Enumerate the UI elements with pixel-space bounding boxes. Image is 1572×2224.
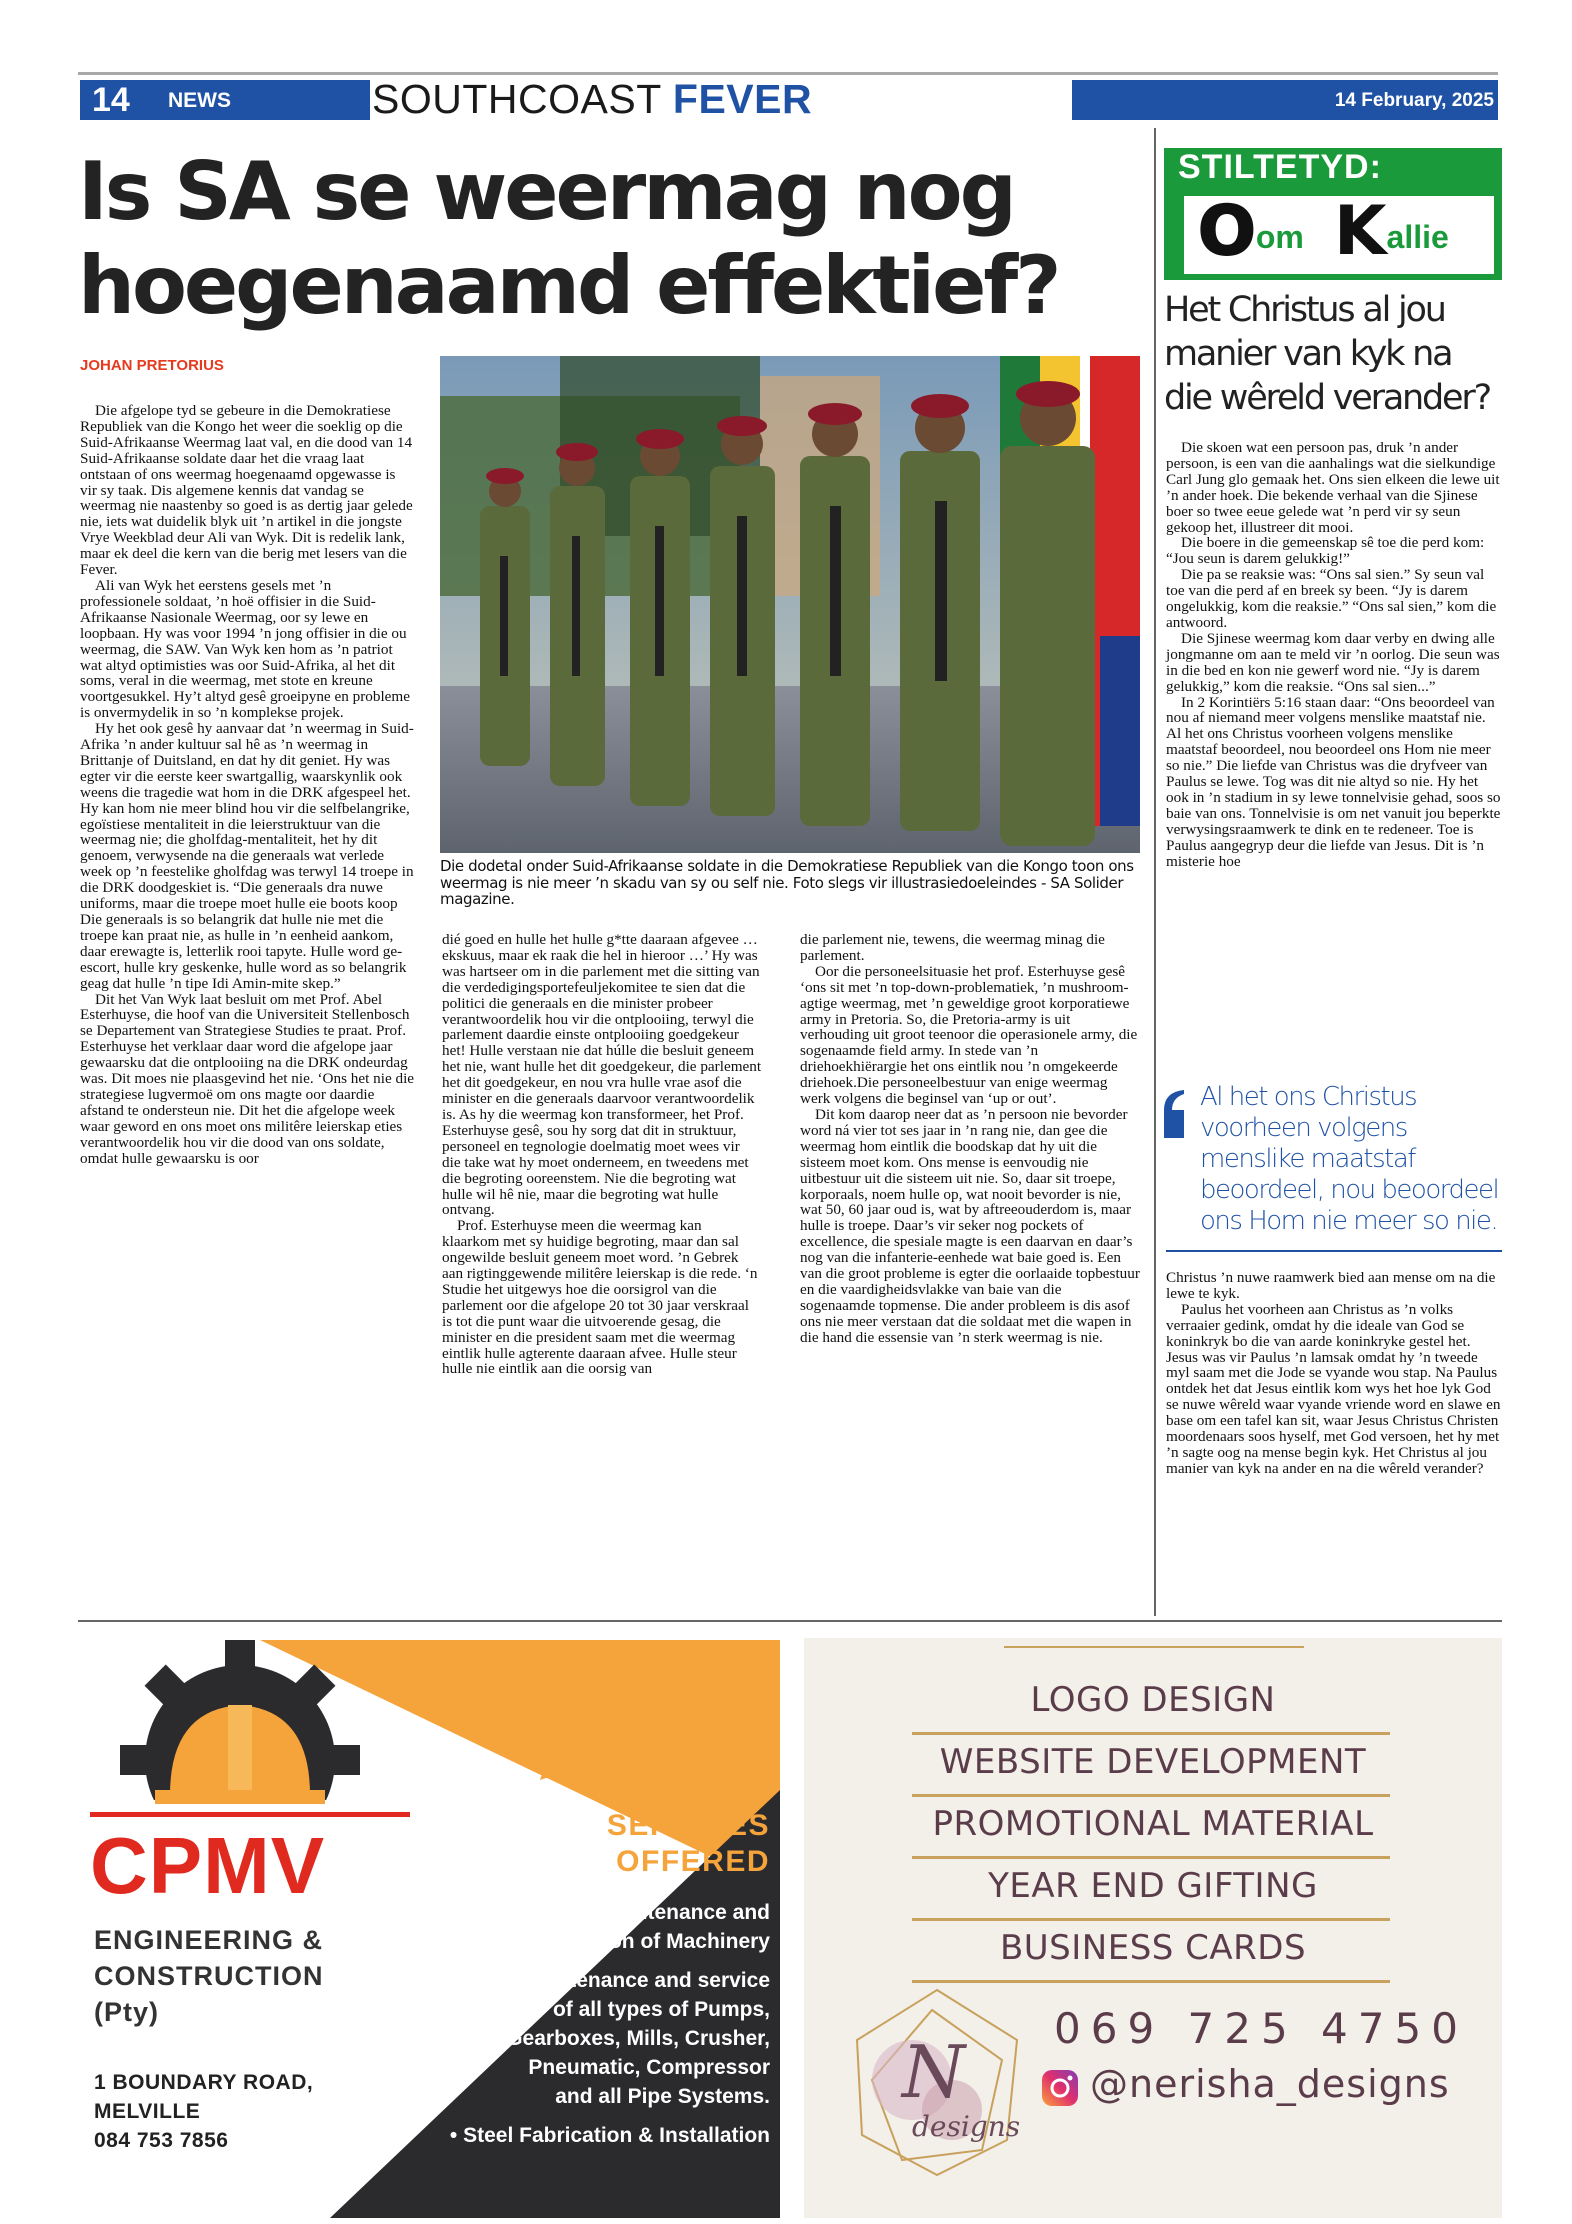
service-line: YEAR END GIFTING: [988, 1866, 1318, 1906]
author-initial-o: O: [1198, 192, 1256, 271]
paragraph: Die boere in die gemeenskap sê toe die perd kom: “Jou seun is darem gelukkig!”: [1166, 534, 1485, 568]
pull-quote-rule: [1166, 1250, 1502, 1252]
soldiers-photo: [440, 356, 1140, 853]
cpmv-subtitle: (Pty): [94, 1997, 159, 2027]
cpmv-address: 1 BOUNDARY ROAD,: [94, 2071, 314, 2094]
divider: [1004, 1646, 1304, 1648]
paragraph: Die Sjinese weermag kom daar verby en dwing alle jongmanne om aan te meld vir ’n oorlog. Die seun was in die bed en kon nie gewerf word nie. “Jy is darem gelukkig,” kom die reaksie. “Ons sal sien...”: [1166, 629, 1500, 695]
ndesigns-phone: 069 725 4750: [1054, 2004, 1468, 2053]
instagram-icon: [1040, 2068, 1080, 2108]
column-label: STILTETYD:: [1178, 148, 1382, 186]
service-item: • Steel Fabrication & Installation: [449, 2124, 770, 2147]
cpmv-subtitle: CONSTRUCTION: [94, 1961, 324, 1991]
column-author-badge: [1184, 192, 1494, 274]
paragraph: Die skoen wat een persoon pas, druk ’n ander persoon, is een van die aanhalings wat die sielkundige Carl Jung glo gemaak het. Ons sien elkeen die lewe uit ’n ander hoek. Die bekende verhaal van die Sjinese boer so twee eeue gelede wat ’n perd vir sy seun gekoop het, illustreer dit mooi.: [1166, 439, 1500, 536]
cpmv-address: MELVILLE: [94, 2100, 201, 2123]
paragraph: Die afgelope tyd se gebeure in die Demokratiese Republiek van die Kongo het weer die soeklig op die Suid-Afrikaanse Weermag laat val, en die dood van 14 Suid-Afrikaanse soldate daar het die vraag laat ontstaan of ons weermag hoegenaamd opgewasse is vir sy taak. Dis algemene kennis dat vandag se weermag nie naastenby so goed is as dertig jaar gelede nie, iets wat duidelik blyk uit ’n artikel in die jongste Vrye Weekblad deur Ali van Wyk. Dit is redelik lank, maar ek deel die kern van die berig met lesers van die Fever.: [80, 402, 413, 579]
paragraph: In 2 Korintiërs 5:16 staan daar: “Ons beoordeel van nou af niemand meer volgens menslike maatstaf nie. Al het ons Christus voorheen volgens menslike maatstaf beoordeel, nou beoordeel ons Hom nie meer so nie.” Die liefde van Christus was die dryfveer van Paulus se lewe. Tog was dit nie altyd so nie. Hy het ook in ’n stadium in sy lewe tonnelvisie gehad, soos so baie van ons. Tonnelvisie is om net vanuit jou beperkte verwysingsraamwerk te dink en te redeneer. Toe is Paulus aangegryp deur die liefde van Jesus. Dit is ’n misterie hoe: [1166, 693, 1501, 870]
paragraph: Ali van Wyk het eerstens gesels met ’n professionele soldaat, ’n hoë offisier in die Suid-Afrikaanse Nasionale Weermag, oor sy lewe en loopbaan. Hy was voor 1994 ’n jong offisier in die ou weermag, die SAW. Van Wyk ken hom as ’n patriot wat altyd optimisties was oor Suid-Afrika, al het dit soms, veral in die weermag, met stote en kreune voortgesukkel. Hy’t altyd gesê groeipyne en probleme is onvermydelik in so ’n komplekse projek.: [80, 576, 410, 722]
article-column-3: [800, 932, 1140, 1346]
article-column-1: [80, 403, 415, 1167]
ndesigns-logo: N designs: [842, 1980, 1032, 2180]
services-title: SERVICES: [606, 1809, 770, 1842]
service-line: LOGO DESIGN: [1030, 1680, 1276, 1720]
ndesigns-advert: [804, 1638, 1502, 2218]
divider: [912, 1794, 1390, 1797]
quote-mark-icon: [1164, 1090, 1186, 1138]
author-om: om: [1255, 219, 1304, 255]
masthead: [372, 74, 812, 124]
cpmv-brand: CPMV: [90, 1821, 326, 1910]
paragraph: Hy het ook gesê hy aanvaar dat ’n weermag in Suid-Afrika ’n ander kultuur sal hê as ’n weermag in Brittanje of Duitsland, en dat hy dit geniet. Hy was egter vir die eerste keer swartgallig, waarskynlik ook weens die tragedie wat hom in die DRK afgespeel het. Hy kan hom nie meer blind hou vir die selfbelangrike, egoïstiese mentaliteit in die leierstruktuur van die weermag nie; die gholfdag-mentaliteit, het hy dit genoem, verwysende na die generaals wat verlede week op ’n feestelike gholfdag was terwyl 14 troepe in die DRK doodgeskiet is. “Die generaals dra nuwe uniforms, maar die troepe moet hulle eie boots koop Die generaals is so belangrik dat hulle nie met die troepe kan praat nie, as hulle in ’n eenheid aankom, daar erewagte is, letterlik rooi tapyte. Hulle word ge-escort, hulle kry geskenke, hulle word as so belangrik geag dat hulle ’n tipe Idi Amin-mite skep.”: [80, 720, 414, 992]
pull-quote: Al het ons Christus voorheen volgens menslike maatstaf beoordeel, nou beoordeel ons Hom nie meer so nie.: [1200, 1082, 1499, 1236]
article-headline: Is SA se weermag nog hoegenaamd effektief?: [78, 145, 1059, 332]
article-column-2: [442, 932, 762, 1377]
author-initial-k: K: [1333, 192, 1387, 271]
paragraph: Christus ’n nuwe raamwerk bied aan mense om na die lewe te kyk.: [1166, 1269, 1496, 1302]
paragraph: Dit kom daarop neer dat as ’n persoon nie bevorder word ná vier tot ses jaar in ’n rang nie, dan gee die weermag hom eintlik die boodskap dat hy uit die sisteem moet kom. Ons mense is eenvoudig nie uitbestuur uit die sisteem uit nie. So, daar sit troepe, korporaals, noem hulle op, wat nooit bevorder is nie, wat 50, 60 jaar oud is, wat by aftreeouderdom is, maar hulle is troepe. Daar’s vir seker nog pockets of excellence, die spesiale magte is een daarvan en daar’s nog van die infanterie-eenhede wat baie goed is. Een van die groot probleme is egter die oorlaaide topbestuur en die vaardigheidsvlakke van baie van die sogenaamde topmense. Die ander probleem is dis asof ons nie meer verstaan dat die soldaat met die wapen in die hand die essensie van ’n sterk weermag is nie.: [800, 1105, 1140, 1346]
section-label: NEWS: [168, 89, 231, 112]
column-body: [1166, 440, 1502, 869]
author-allie: allie: [1386, 219, 1449, 255]
issue-date: 14 February, 2025: [1334, 90, 1494, 111]
masthead-light: SOUTHCOAST: [372, 76, 661, 122]
paragraph: Prof. Esterhuyse meen die weermag kan klaarkom met sy huidige begroting, maar dan sal ongewilde besluit geneem moet word. ’n Gebrek aan rigtinggewende militêre leierskap is die rede. ‘n Studie het uitgewys hoe die oorsigrol van die parlement oor die afgelope 20 tot 30 jaar verskraal is tot die punt waar die uitvoerende gesag, die minister en die president saam met die weermag eintlik hulle agterente daaraan afvee. Hulle steur hulle nie eintlik aan die oorsig van: [442, 1217, 758, 1378]
divider: [912, 1856, 1390, 1859]
paragraph: Die pa se reaksie was: “Ons sal sien.” Sy seun val toe van die perd af en breek sy been. “Jy is darem ongelukkig, kom die reaksie.” “Ons sal sien,” kom die antwoord.: [1166, 566, 1497, 631]
divider: [912, 1732, 1390, 1735]
cpmv-phone: 084 753 7856: [94, 2129, 229, 2152]
column-title: Het Christus al jou manier van kyk na die wêreld verander?: [1164, 290, 1490, 418]
cpmv-subtitle: ENGINEERING &: [94, 1925, 324, 1955]
service-line: PROMOTIONAL MATERIAL: [932, 1804, 1374, 1844]
ads-divider: [78, 1620, 1502, 1622]
divider: [912, 1918, 1390, 1921]
service-line: BUSINESS CARDS: [999, 1928, 1307, 1968]
service-item: • Industrial Maintenance and Installation of Machinery: [486, 1901, 770, 1953]
column-divider: [1154, 128, 1156, 1616]
page-number: 14: [92, 81, 130, 119]
services-title: OFFERED: [616, 1845, 770, 1878]
paragraph: die parlement nie, tewens, die weermag minag die parlement.: [800, 931, 1105, 964]
paragraph: dié goed en hulle het hulle g*tte daaraan afgevee … ekskuus, maar ek raak die hel in hieroor …’ Hy was was hartseer om in die parlement met die sitting van die verdedigingsportefeuljekomitee te sien dat die politici die generaals en die minister probeer verantwoordelik hou vir die ontplooiing, terwyl die parlement daardie einste ontplooiing goedgekeur het! Hulle verstaan nie dat húlle die besluit geneem het nie, want hulle het dit goedgekeur, die parlement het dit goedgekeur, en nou vra hulle vrae asof die minister en die generaals daarvoor verantwoordelik is. As hy die weermag kon transformeer, het Prof. Esterhuyse gesê, sou hy sorg dat dit in struktuur, personeel en tegnologie doelmatig moet wees vir die take wat hy moet onderneem, en tweedens met die begroting ooreenstem. Nie die begroting wat hulle wil hê nie, maar die begroting wat hulle ontvang.: [442, 931, 762, 1219]
service-item: • Maintenance and service of all types of Pumps, Gearboxes, Mills, Crusher, Pneumatic, Compressor and all Pipe Systems.: [506, 1969, 770, 2108]
cpmv-advert: [80, 1640, 780, 2218]
column-body-continued: [1166, 1270, 1502, 1477]
article-byline: JOHAN PRETORIUS: [80, 357, 224, 374]
photo-caption: Die dodetal onder Suid-Afrikaanse soldate in die Demokratiese Republiek van die Kongo toon ons weermag is nie meer ’n skadu van sy ou self nie. Foto slegs vir illustrasiedoeleindes - SA Solider magazine.: [440, 857, 1134, 908]
paragraph: Paulus het voorheen aan Christus as ’n volks verraaier gedink, omdat hy die ideale van God se koninkryk bo die van aarde koninkryke gestel het. Jesus was vir Paulus ’n lamsak omdat hy ’n tweede myl saam met die Jode se vyande wou stap. Na Paulus ontdek het dat Jesus eintlik kom wys het hoe lyk God se nuwe wêreld waar vyande vriende word en slawe en base om een tafel kan sit, waar Jesus Christus Christen moordenaars soos hyself, met God versoen, het hy met ’n sagte oog na mense begin kyk. Het Christus al jou manier van kyk na ander en na die wêreld verander?: [1166, 1300, 1501, 1477]
service-line: WEBSITE DEVELOPMENT: [939, 1742, 1367, 1782]
ndesigns-handle: @nerisha_designs: [1090, 2062, 1450, 2106]
paragraph: Dit het Van Wyk laat besluit om met Prof. Abel Esterhuyse, die hoof van die Universiteit Stellenbosch se Departement van Strategiese Studies te praat. Prof. Esterhuyse het verklaar daar word die afgelope jaar gewaarsku dat die ontplooiing na die DRK ondeurdag was. Dit moes nie plaasgevind het nie. ‘Ons het nie die strategiese lugvermoë om ons magte oor daardie afstand te ondersteun nie. Dit het die afgelope week waar geword en ons moet ons militêre leierskap eties verantwoordelik hou vir die dood van ons soldate, omdat hulle gewaarsku is oor: [80, 990, 415, 1167]
masthead-bold: FEVER: [672, 76, 813, 122]
paragraph: Oor die personeelsituasie het prof. Esterhuyse gesê ‘ons sit met ’n top-down-problematiek, ’n mushroom-agtige weermag, met ’n geweldige groot korporatiewe army in Pretoria. So, die Pretoria-army is uit verhouding uit groot teenoor die operasionele army, die sogenaamde field army. In stede van ’n driehoekhiërargie het ons eintlik nou ’n omgekeerde driehoek.Die personeelbestuur van enige weermag werk volgens die beginsel van ‘up or out’.: [800, 962, 1138, 1108]
